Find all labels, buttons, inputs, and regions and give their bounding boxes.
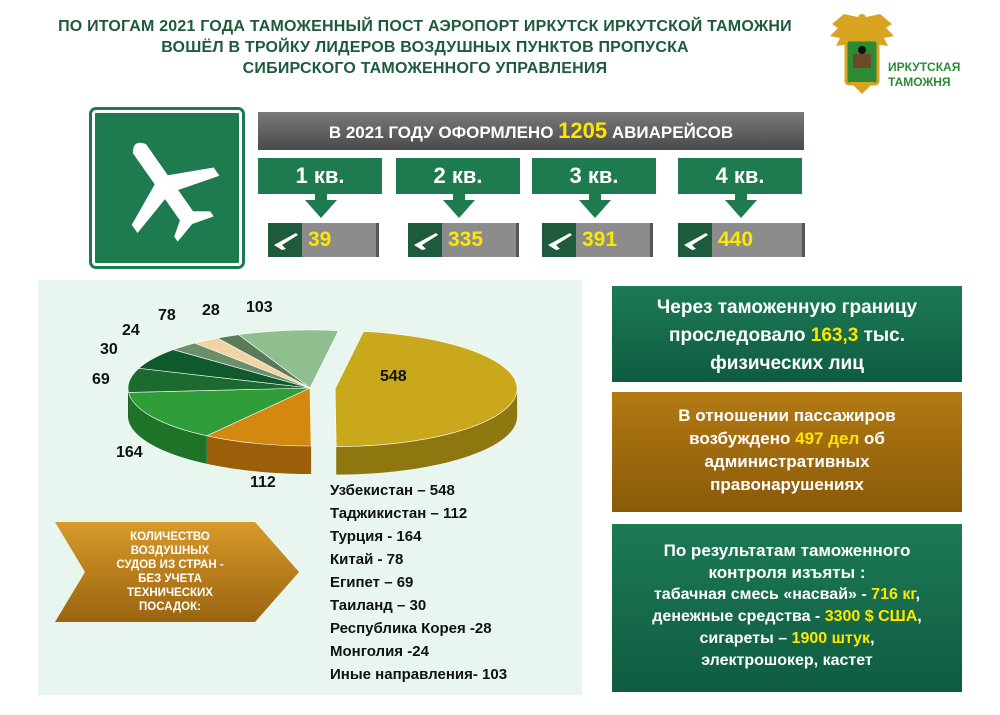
legend-item: Республика Корея -28 [330,620,492,637]
box1-line2-value: 163,3 [810,325,859,346]
legend-item: Узбекистан – 548 [330,482,455,499]
legend-item: Китай - 78 [330,551,404,568]
quarter-3-value: 391 [582,228,618,251]
pie-label-korea: 28 [202,302,220,319]
banner-suffix: АВИАРЕЙСОВ [611,123,734,142]
box3-line3-value: 716 кг [871,586,916,603]
box1-line3: физических лиц [710,353,864,374]
chart-caption [95,530,245,614]
legend-item: Таджикистан – 112 [330,505,468,522]
logo-line-2: ТАМОЖНЯ [888,75,951,89]
box3-line5-suffix: , [870,630,875,647]
caption-line-2: ВОЗДУШНЫХ [130,545,210,557]
box3-line2: контроля изъяты : [708,563,866,582]
box1-line2-suffix: тыс. [863,325,905,346]
quarter-1-label: 1 кв. [258,158,382,194]
pie-label-other: 103 [246,299,273,316]
box3-line1: По результатам таможенного [663,541,911,560]
box2-line3: административных [704,452,870,471]
quarter-2-value: 335 [448,228,484,251]
logo-line-1: ИРКУТСКАЯ [888,60,961,74]
seizures-box [612,524,962,692]
legend-item: Турция - 164 [330,528,422,545]
box3-line4 [612,606,962,628]
quarter-4-label: 4 кв. [678,158,802,194]
pie-label-tajikistan: 112 [250,474,276,491]
caption-line-4: БЕЗ УЧЕТА [138,573,202,585]
pie-label-china: 78 [158,307,176,324]
box3-line4-prefix: денежные средства - [652,608,821,625]
box1-line2-prefix: проследовало [669,325,806,346]
box3-line6: электрошокер, кастет [701,652,873,669]
banner-total: 1205 [558,118,608,143]
legend-item: Монголия -24 [330,643,429,660]
title-line-2: ВОШЁЛ В ТРОЙКУ ЛИДЕРОВ ВОЗДУШНЫХ ПУНКТОВ ПРОПУСКА [161,39,689,56]
box3-line4-suffix: , [917,608,922,625]
pie-label-turkey: 164 [116,444,143,461]
box2-line2-prefix: возбуждено [689,429,791,448]
quarter-3-label: 3 кв. [532,158,656,194]
caption-line-5: ТЕХНИЧЕСКИХ [127,587,213,599]
caption-line-3: СУДОВ ИЗ СТРАН - [116,559,224,571]
box2-line2-suffix: об [864,429,885,448]
quarter-2-label: 2 кв. [396,158,520,194]
quarter-1-value: 39 [308,228,332,251]
legend-item: Египет – 69 [330,574,414,591]
box3-line3-suffix: , [915,586,921,603]
box3-line5-prefix: сигареты – [699,630,788,647]
border-crossings-box [612,286,962,382]
pie-label-egypt: 69 [92,371,110,388]
box3-line3-prefix: табачная смесь «насвай» - [653,586,867,603]
pie-label-thailand: 30 [100,341,118,358]
violations-box [612,392,962,512]
legend-item: Иные направления- 103 [330,666,508,683]
title-line-3: СИБИРСКОГО ТАМОЖЕННОГО УПРАВЛЕНИЯ [242,60,608,77]
box2-line2-value: 497 дел [795,429,860,448]
box1-line2 [612,322,962,350]
caption-line-6: ПОСАДОК: [139,601,201,613]
quarter-4-value: 440 [718,228,754,251]
title-line-1: ПО ИТОГАМ 2021 ГОДА ТАМОЖЕННЫЙ ПОСТ АЭРОПОРТ ИРКУТСК ИРКУТСКОЙ ТАМОЖНИ [58,18,792,35]
legend-item: Таиланд – 30 [330,597,427,614]
box3-line3 [612,584,962,606]
box3-line5 [612,628,962,650]
box2-line4: правонарушениях [710,475,864,494]
box1-line1: Через таможенную границу [656,297,918,318]
banner-prefix: В 2021 ГОДУ ОФОРМЛЕНО [328,123,554,142]
pie-legend [330,479,507,686]
pie-label-mongolia: 24 [122,322,140,339]
box2-line2 [612,427,962,450]
pie-label-uzbekistan: 548 [380,368,407,385]
box2-line1: В отношении пассажиров [678,406,896,425]
caption-line-1: КОЛИЧЕСТВО [130,531,210,543]
box3-line5-value: 1900 штук [791,630,871,647]
box3-line4-value: 3300 $ США [824,608,918,625]
